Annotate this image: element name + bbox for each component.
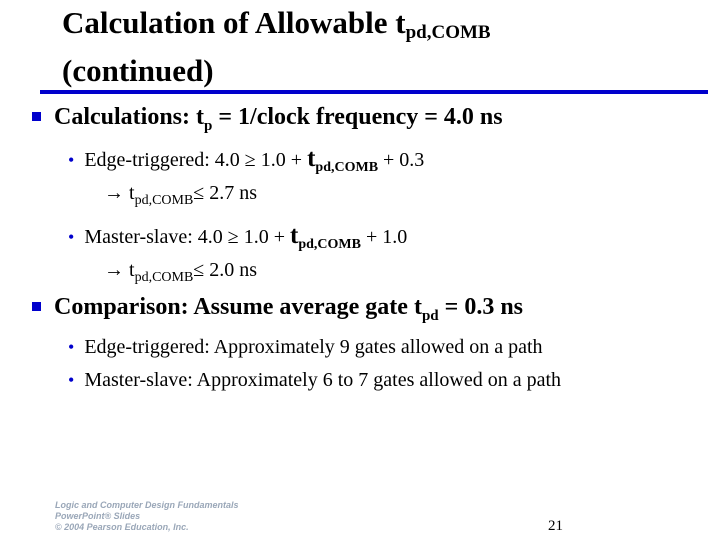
dot-bullet-icon: •	[68, 150, 75, 170]
slide-title	[62, 4, 702, 90]
edge-triggered-result: → $t_{pd,COMB}\le 2.7$ ns	[104, 182, 258, 208]
bullet-comparison: Comparison: Assume average gate $t_{pd} = 0.3$ ns	[32, 292, 523, 331]
bullet-calculations: Calculations: $t_p$ = 1/clock frequency = 4.0 ns	[32, 102, 503, 141]
footer-line-1: Logic and Computer Design Fundamentals	[55, 500, 239, 510]
title-line-1	[62, 4, 702, 52]
square-bullet-icon	[32, 112, 41, 121]
square-bullet-icon	[32, 302, 41, 311]
footer-line-3: © 2004 Pearson Education, Inc.	[55, 522, 189, 532]
dot-bullet-icon: •	[68, 227, 75, 247]
sub-bullet-edge-triggered-gates: • Edge-triggered: Approximately 9 gates allowed on a path	[68, 336, 543, 358]
title-text: Calculation of Allowable t	[62, 5, 406, 40]
sub-bullet-edge-triggered-calc: • Edge-triggered: $4.0 \ge 1.0 + t_{pd,COMB} + 0.3$	[68, 145, 425, 175]
sub-bullet-master-slave-calc: • Master-slave: $4.0 \ge 1.0 + t_{pd,COMB} + 1.0$	[68, 222, 408, 252]
sub-bullet-master-slave-gates: • Master-slave: Approximately 6 to 7 gates allowed on a path	[68, 369, 562, 391]
master-slave-result: → $t_{pd,COMB}\le 2.0$ ns	[104, 259, 258, 285]
title-line-2: (continued)	[62, 53, 214, 88]
title-divider	[40, 90, 708, 94]
dot-bullet-icon: •	[68, 337, 75, 357]
page-number: 21	[548, 518, 563, 534]
slide-footer	[55, 500, 239, 533]
title-subscript: pd,COMB	[405, 22, 491, 43]
footer-line-2: PowerPoint® Slides	[55, 511, 141, 521]
dot-bullet-icon: •	[68, 370, 75, 390]
